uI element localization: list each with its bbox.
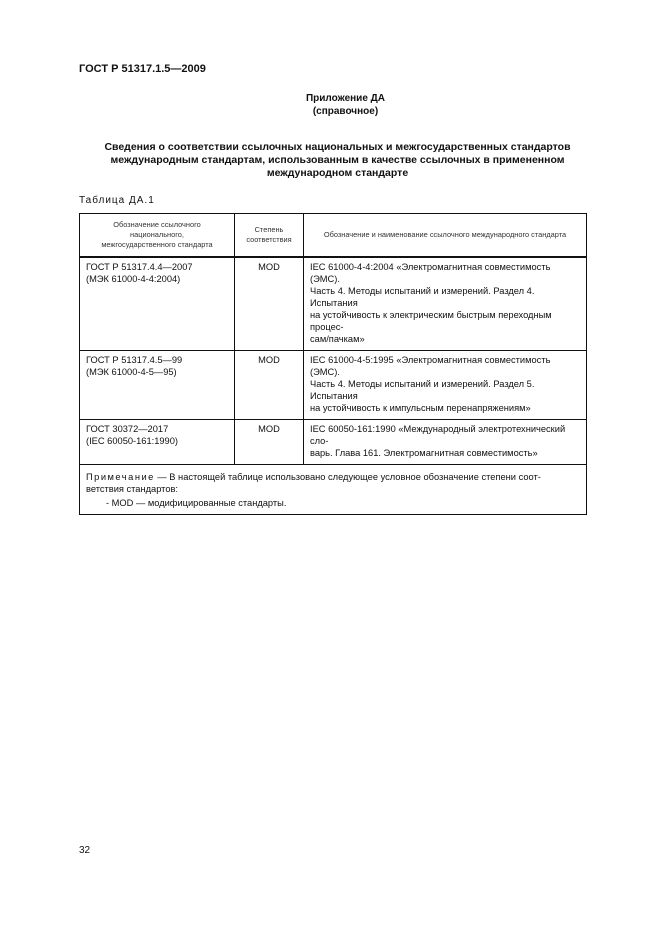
table-note <box>80 465 587 515</box>
cell-text: на устойчивость к импульсным перенапряжениям» <box>310 403 531 413</box>
table-row <box>80 257 587 351</box>
header-text: Обозначение ссылочного <box>113 220 201 229</box>
correspondence-table <box>79 213 587 515</box>
cell-national <box>80 420 235 465</box>
appendix-title: Приложение ДА <box>305 93 386 104</box>
table-note-row <box>80 465 587 515</box>
section-title-line: Сведения о соответствии ссылочных национальных и межгосударственных стандартов <box>104 141 571 153</box>
cell-degree: MOD <box>235 257 304 351</box>
section-title-line: международным стандартам, использованным в качестве ссылочных в примененном <box>110 154 565 166</box>
appendix-heading <box>0 92 661 118</box>
page-number: 32 <box>79 845 91 856</box>
cell-text: IEC 60050-161:1990 «Международный электротехнический сло- <box>310 424 566 446</box>
cell-text: ГОСТ 30372—2017 <box>86 424 169 434</box>
cell-text: варь. Глава 161. Электромагнитная совместимость» <box>310 448 538 458</box>
table-row <box>80 420 587 465</box>
cell-text: Часть 4. Методы испытаний и измерений. Раздел 5. Испытания <box>310 379 535 401</box>
cell-text: (МЭК 61000-4-5—95) <box>86 367 177 377</box>
cell-national <box>80 257 235 351</box>
cell-national <box>80 351 235 420</box>
header-text: национального, <box>130 230 184 239</box>
cell-text: (МЭК 61000-4-4:2004) <box>86 274 181 284</box>
header-text: межгосударственного стандарта <box>101 240 213 249</box>
cell-text: сам/пачкам» <box>310 334 365 344</box>
note-text: — В настоящей таблице использовано следующее условное обозначение степени соот- <box>154 472 541 482</box>
cell-text: ГОСТ Р 51317.4.5—99 <box>86 355 183 365</box>
note-label: Примечание <box>86 472 155 482</box>
note-item: - MOD — модифицированные стандарты. <box>106 498 287 508</box>
header-degree <box>235 214 304 258</box>
cell-international <box>304 257 587 351</box>
cell-text: IEC 61000-4-4:2004 «Электромагнитная совместимость (ЭМС). <box>310 262 551 284</box>
note-line: ветствия стандартов: <box>86 484 179 494</box>
cell-text: IEC 61000-4-5:1995 «Электромагнитная совместимость (ЭМС). <box>310 355 551 377</box>
cell-text: на устойчивость к электрическим быстрым переходным процес- <box>310 310 552 332</box>
header-text: соответствия <box>246 235 292 244</box>
section-title <box>90 141 585 180</box>
section-title-line: международном стандарте <box>266 167 409 179</box>
cell-international <box>304 351 587 420</box>
cell-text: Часть 4. Методы испытаний и измерений. Раздел 4. Испытания <box>310 286 535 308</box>
note-line <box>86 471 578 483</box>
appendix-subtitle: (справочное) <box>312 106 379 117</box>
header-national-standard <box>80 214 235 258</box>
cell-degree: MOD <box>235 351 304 420</box>
header-text: Степень <box>254 225 284 234</box>
table-header-row <box>80 214 587 258</box>
cell-international <box>304 420 587 465</box>
table-row <box>80 351 587 420</box>
cell-text: (IEC 60050-161:1990) <box>86 436 178 446</box>
document-code: ГОСТ Р 51317.1.5—2009 <box>79 63 206 75</box>
header-international-standard: Обозначение и наименование ссылочного международного стандарта <box>304 214 587 258</box>
table-label: Таблица ДА.1 <box>79 195 155 206</box>
cell-degree: MOD <box>235 420 304 465</box>
cell-text: ГОСТ Р 51317.4.4—2007 <box>86 262 193 272</box>
